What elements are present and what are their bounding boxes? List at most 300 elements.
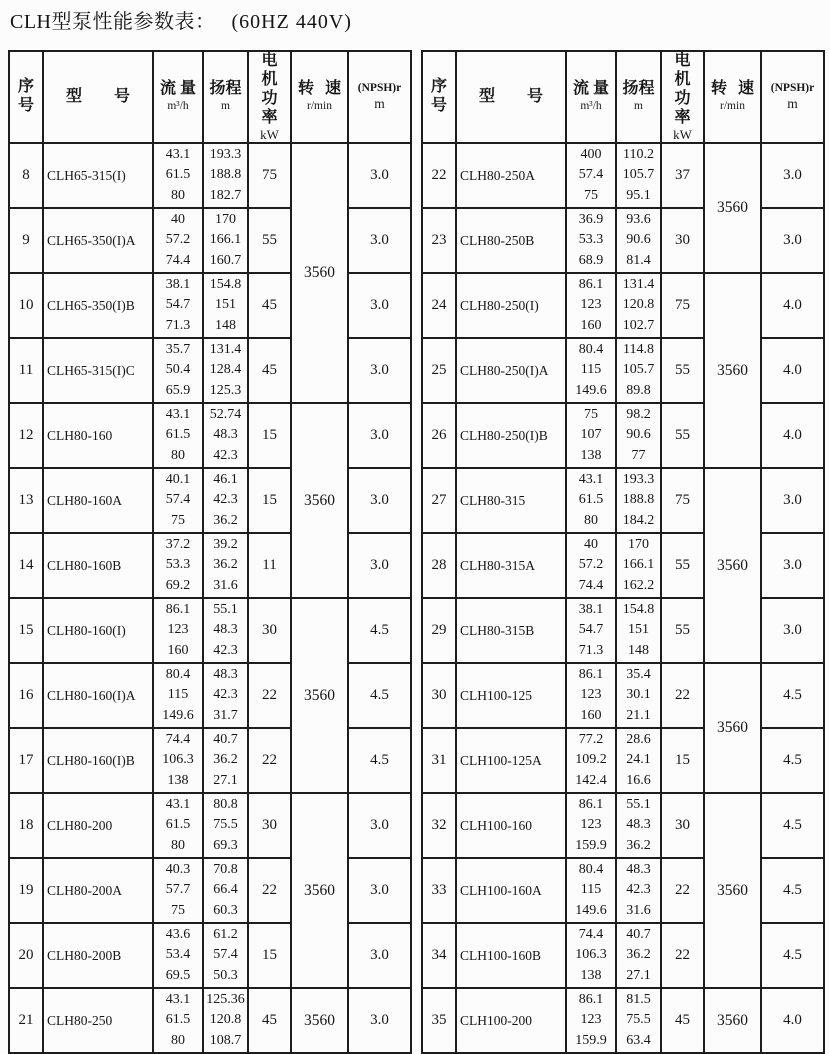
table-row	[422, 858, 824, 923]
cell-head	[616, 533, 661, 598]
cell-index: 21	[9, 988, 43, 1053]
head-value: 28.6	[626, 731, 651, 747]
cell-index: 13	[9, 468, 43, 533]
col-label-head: 扬程	[209, 80, 242, 98]
cell-index: 22	[422, 143, 456, 208]
cell-npsh: 3.0	[761, 598, 824, 663]
cell-model: CLH65-315(I)	[43, 143, 153, 208]
cell-power: 55	[661, 338, 704, 403]
head-value: 184.2	[622, 512, 655, 528]
head-value: 77	[631, 447, 646, 463]
col-header-speed	[704, 51, 761, 143]
cell-power: 45	[248, 338, 291, 403]
cell-head	[203, 728, 248, 793]
cell-flow	[153, 403, 203, 468]
cell-speed: 3560	[291, 988, 348, 1053]
cell-head	[616, 728, 661, 793]
cell-flow	[153, 533, 203, 598]
cell-index: 20	[9, 923, 43, 988]
cell-power: 15	[248, 923, 291, 988]
title-voltage-spec: (60HZ 440V)	[231, 11, 352, 33]
cell-npsh: 4.5	[761, 923, 824, 988]
col-label-head: 扬程	[622, 80, 655, 98]
table-row	[422, 663, 824, 728]
head-value: 182.7	[209, 187, 242, 203]
flow-value: 35.7	[165, 341, 191, 357]
head-value: 131.4	[209, 341, 242, 357]
col-label-power: 电机功率	[674, 52, 691, 126]
flow-value: 123	[580, 1012, 602, 1028]
flow-value: 77.2	[578, 731, 604, 747]
cell-flow	[566, 273, 616, 338]
head-value: 40.7	[626, 926, 651, 942]
flow-value: 57.7	[165, 882, 191, 898]
cell-power: 55	[661, 598, 704, 663]
flow-value: 80	[171, 187, 185, 203]
cell-npsh: 3.0	[348, 988, 411, 1053]
head-value: 108.7	[209, 1032, 242, 1048]
flow-value: 149.6	[575, 382, 607, 398]
cell-flow	[566, 923, 616, 988]
cell-npsh: 3.0	[761, 533, 824, 598]
cell-index: 10	[9, 273, 43, 338]
cell-power: 75	[661, 468, 704, 533]
flow-value: 40.3	[165, 861, 191, 877]
head-value: 60.3	[213, 902, 238, 918]
flow-value: 86.1	[578, 796, 604, 812]
cell-power: 55	[661, 533, 704, 598]
flow-value: 69.5	[165, 967, 191, 983]
head-value: 148	[628, 642, 649, 658]
col-label-npsh: (NPSH)r	[357, 81, 402, 94]
cell-model: CLH100-160	[456, 793, 566, 858]
head-value: 162.2	[622, 577, 655, 593]
flow-value: 57.2	[165, 232, 191, 248]
cell-index: 17	[9, 728, 43, 793]
cell-speed: 3560	[704, 143, 761, 273]
flow-value: 37.2	[165, 536, 191, 552]
head-value: 63.4	[626, 1032, 651, 1048]
cell-speed: 3560	[704, 988, 761, 1053]
head-value: 42.3	[213, 642, 238, 658]
col-header-model	[43, 51, 153, 143]
cell-npsh: 3.0	[348, 858, 411, 923]
cell-speed: 3560	[291, 403, 348, 598]
head-value: 69.3	[213, 837, 238, 853]
flow-value: 149.6	[162, 707, 194, 723]
head-value: 166.1	[209, 232, 242, 248]
head-value: 75.5	[213, 817, 238, 833]
head-value: 48.3	[626, 861, 651, 877]
col-header-flow	[153, 51, 203, 143]
cell-power: 11	[248, 533, 291, 598]
cell-flow	[566, 728, 616, 793]
flow-value: 43.1	[165, 991, 191, 1007]
cell-power: 22	[661, 858, 704, 923]
flow-value: 159.9	[575, 837, 607, 853]
col-header-speed	[291, 51, 348, 143]
flow-value: 53.3	[165, 557, 191, 573]
head-value: 105.7	[622, 167, 655, 183]
page-title	[10, 5, 352, 34]
cell-model: CLH100-160A	[456, 858, 566, 923]
col-header-power	[661, 51, 704, 143]
cell-model: CLH100-125	[456, 663, 566, 728]
cell-head	[203, 598, 248, 663]
flow-value: 57.2	[578, 557, 604, 573]
col-header-power	[248, 51, 291, 143]
table-row	[9, 988, 411, 1053]
header-row	[9, 51, 411, 143]
head-value: 80.8	[213, 796, 238, 812]
col-header-head	[203, 51, 248, 143]
cell-flow	[566, 338, 616, 403]
flow-value: 38.1	[165, 276, 191, 292]
cell-flow	[153, 468, 203, 533]
flow-value: 123	[580, 687, 602, 703]
cell-flow	[153, 273, 203, 338]
cell-model: CLH80-160	[43, 403, 153, 468]
pump-table-left	[8, 50, 412, 1054]
flow-value: 69.2	[165, 577, 191, 593]
cell-npsh: 4.0	[761, 988, 824, 1053]
cell-index: 25	[422, 338, 456, 403]
cell-flow	[566, 858, 616, 923]
cell-flow	[566, 468, 616, 533]
cell-index: 33	[422, 858, 456, 923]
head-value: 46.1	[213, 471, 238, 487]
cell-flow	[566, 988, 616, 1053]
head-value: 81.4	[626, 252, 651, 268]
table-row	[422, 468, 824, 533]
cell-npsh: 3.0	[348, 208, 411, 273]
head-value: 90.6	[626, 232, 651, 248]
flow-value: 57.4	[578, 167, 604, 183]
cell-npsh: 4.5	[761, 793, 824, 858]
table-row	[9, 468, 411, 533]
flow-value: 86.1	[578, 666, 604, 682]
flow-value: 109.2	[575, 752, 607, 768]
head-value: 55.1	[213, 601, 238, 617]
col-label-npsh: (NPSH)r	[770, 81, 815, 94]
head-value: 166.1	[622, 557, 655, 573]
cell-flow	[566, 793, 616, 858]
cell-speed: 3560	[704, 663, 761, 793]
cell-model: CLH80-250(I)B	[456, 403, 566, 468]
head-value: 42.3	[213, 447, 238, 463]
cell-index: 18	[9, 793, 43, 858]
head-value: 105.7	[622, 362, 655, 378]
head-value: 148	[215, 317, 236, 333]
flow-value: 43.1	[165, 796, 191, 812]
head-value: 89.8	[626, 382, 651, 398]
cell-index: 15	[9, 598, 43, 663]
head-value: 24.1	[626, 752, 651, 768]
col-header-npsh	[761, 51, 824, 143]
cell-model: CLH65-350(I)A	[43, 208, 153, 273]
tables-container	[8, 50, 825, 1054]
cell-model: CLH80-200	[43, 793, 153, 858]
cell-npsh: 3.0	[348, 273, 411, 338]
cell-head	[616, 923, 661, 988]
cell-power: 75	[661, 273, 704, 338]
cell-flow	[153, 728, 203, 793]
cell-index: 24	[422, 273, 456, 338]
table-row	[422, 923, 824, 988]
flow-value: 61.5	[165, 427, 191, 443]
flow-value: 80.4	[578, 861, 604, 877]
col-unit-speed: r/min	[307, 100, 332, 113]
col-header-npsh	[348, 51, 411, 143]
flow-value: 40.1	[165, 471, 191, 487]
cell-npsh: 4.5	[348, 663, 411, 728]
flow-value: 106.3	[162, 752, 194, 768]
head-value: 125.36	[206, 991, 245, 1007]
cell-power: 22	[248, 728, 291, 793]
title-text: CLH型泵性能参数表：	[10, 11, 216, 33]
cell-head	[203, 143, 248, 208]
cell-head	[616, 273, 661, 338]
cell-head	[203, 988, 248, 1053]
table-row	[9, 533, 411, 598]
head-value: 110.2	[623, 146, 654, 162]
flow-value: 115	[580, 882, 602, 898]
head-value: 90.6	[626, 427, 651, 443]
head-value: 48.3	[213, 427, 238, 443]
cell-model: CLH80-315	[456, 468, 566, 533]
head-value: 30.1	[626, 687, 651, 703]
head-value: 36.2	[626, 837, 651, 853]
head-value: 160.7	[209, 252, 242, 268]
flow-value: 149.6	[575, 902, 607, 918]
flow-value: 74.4	[578, 926, 604, 942]
cell-index: 29	[422, 598, 456, 663]
cell-flow	[153, 923, 203, 988]
head-value: 95.1	[626, 187, 651, 203]
cell-index: 26	[422, 403, 456, 468]
col-header-model	[456, 51, 566, 143]
cell-power: 45	[661, 988, 704, 1053]
head-value: 188.8	[622, 492, 655, 508]
head-value: 42.3	[626, 882, 651, 898]
head-value: 31.6	[626, 902, 651, 918]
cell-npsh: 3.0	[348, 468, 411, 533]
head-value: 98.2	[626, 406, 651, 422]
pump-table-right	[421, 50, 825, 1054]
cell-model: CLH80-160(I)A	[43, 663, 153, 728]
flow-value: 142.4	[575, 772, 607, 788]
head-value: 120.8	[209, 1012, 242, 1028]
flow-value: 123	[167, 622, 189, 638]
flow-value: 115	[167, 687, 189, 703]
cell-npsh: 3.0	[348, 403, 411, 468]
cell-flow	[153, 858, 203, 923]
cell-model: CLH80-160(I)	[43, 598, 153, 663]
head-value: 170	[215, 211, 236, 227]
head-value: 36.2	[213, 512, 238, 528]
head-value: 61.2	[213, 926, 238, 942]
cell-flow	[566, 533, 616, 598]
cell-head	[616, 143, 661, 208]
flow-value: 160	[580, 707, 602, 723]
head-value: 193.3	[622, 471, 655, 487]
head-value: 75.5	[626, 1012, 651, 1028]
cell-power: 22	[248, 858, 291, 923]
head-value: 154.8	[622, 601, 655, 617]
head-value: 16.6	[626, 772, 651, 788]
flow-value: 123	[580, 297, 602, 313]
head-value: 151	[215, 297, 236, 313]
cell-npsh: 3.0	[348, 143, 411, 208]
cell-power: 22	[661, 663, 704, 728]
cell-index: 31	[422, 728, 456, 793]
flow-value: 53.3	[578, 232, 604, 248]
col-unit-npsh: m	[374, 96, 385, 112]
cell-model: CLH65-350(I)B	[43, 273, 153, 338]
cell-model: CLH100-200	[456, 988, 566, 1053]
cell-power: 45	[248, 988, 291, 1053]
flow-value: 86.1	[578, 276, 604, 292]
cell-index: 27	[422, 468, 456, 533]
flow-value: 40	[171, 211, 185, 227]
flow-value: 138	[167, 772, 189, 788]
head-value: 48.3	[213, 666, 238, 682]
col-label-power: 电机功率	[261, 52, 278, 126]
cell-flow	[566, 143, 616, 208]
flow-value: 80	[171, 447, 185, 463]
head-value: 81.5	[626, 991, 651, 1007]
cell-power: 55	[248, 208, 291, 273]
flow-value: 54.7	[578, 622, 604, 638]
head-value: 66.4	[213, 882, 238, 898]
flow-value: 68.9	[578, 252, 604, 268]
flow-value: 65.9	[165, 382, 191, 398]
flow-value: 160	[580, 317, 602, 333]
col-header-flow	[566, 51, 616, 143]
cell-npsh: 4.5	[761, 858, 824, 923]
col-unit-head: m	[634, 100, 643, 113]
col-header-head	[616, 51, 661, 143]
cell-head	[203, 793, 248, 858]
flow-value: 61.5	[578, 492, 604, 508]
cell-power: 15	[661, 728, 704, 793]
cell-flow	[153, 208, 203, 273]
cell-index: 14	[9, 533, 43, 598]
table-row	[9, 273, 411, 338]
cell-head	[203, 533, 248, 598]
cell-power: 30	[248, 793, 291, 858]
cell-index: 30	[422, 663, 456, 728]
cell-speed: 3560	[291, 598, 348, 793]
flow-value: 54.7	[165, 297, 191, 313]
head-value: 102.7	[622, 317, 655, 333]
cell-model: CLH65-315(I)C	[43, 338, 153, 403]
head-value: 52.74	[209, 406, 242, 422]
head-value: 188.8	[209, 167, 242, 183]
cell-flow	[566, 598, 616, 663]
cell-npsh: 3.0	[761, 143, 824, 208]
head-value: 36.2	[626, 947, 651, 963]
cell-power: 37	[661, 143, 704, 208]
head-value: 125.3	[209, 382, 242, 398]
head-value: 35.4	[626, 666, 651, 682]
cell-head	[203, 663, 248, 728]
cell-flow	[153, 663, 203, 728]
flow-value: 40	[584, 536, 598, 552]
head-value: 57.4	[213, 947, 238, 963]
head-value: 31.7	[213, 707, 238, 723]
flow-value: 400	[580, 146, 602, 162]
flow-value: 75	[171, 512, 185, 528]
col-header-index	[9, 51, 43, 143]
cell-index: 28	[422, 533, 456, 598]
head-value: 151	[628, 622, 649, 638]
cell-model: CLH80-160A	[43, 468, 153, 533]
head-value: 21.1	[626, 707, 651, 723]
flow-value: 80.4	[578, 341, 604, 357]
cell-power: 30	[661, 793, 704, 858]
cell-flow	[153, 988, 203, 1053]
col-label-model: 型号	[66, 87, 130, 105]
table-row	[422, 273, 824, 338]
cell-speed: 3560	[291, 143, 348, 403]
flow-value: 75	[584, 406, 598, 422]
head-value: 154.8	[209, 276, 242, 292]
cell-power: 30	[661, 208, 704, 273]
col-label-index: 序号	[430, 78, 447, 115]
cell-model: CLH80-250A	[456, 143, 566, 208]
flow-value: 61.5	[165, 1012, 191, 1028]
flow-value: 80	[584, 512, 598, 528]
head-value: 131.4	[622, 276, 655, 292]
flow-value: 123	[580, 817, 602, 833]
table-row	[9, 338, 411, 403]
cell-npsh: 4.5	[761, 663, 824, 728]
col-unit-power: kW	[673, 126, 692, 142]
col-unit-flow: m³/h	[167, 100, 189, 113]
cell-head	[616, 208, 661, 273]
cell-head	[203, 403, 248, 468]
cell-index: 32	[422, 793, 456, 858]
col-label-flow: 流量	[573, 80, 609, 98]
cell-model: CLH80-315B	[456, 598, 566, 663]
cell-npsh: 4.0	[761, 273, 824, 338]
cell-power: 30	[248, 598, 291, 663]
col-unit-head: m	[221, 100, 230, 113]
cell-npsh: 4.0	[761, 338, 824, 403]
flow-value: 74.4	[165, 252, 191, 268]
cell-head	[616, 858, 661, 923]
head-value: 128.4	[209, 362, 242, 378]
table-row	[422, 728, 824, 793]
head-value: 27.1	[213, 772, 238, 788]
cell-npsh: 3.0	[348, 338, 411, 403]
cell-index: 9	[9, 208, 43, 273]
table-row	[422, 598, 824, 663]
cell-power: 15	[248, 468, 291, 533]
col-label-speed: 转速	[711, 80, 754, 98]
flow-value: 71.3	[165, 317, 191, 333]
head-value: 40.7	[213, 731, 238, 747]
flow-value: 75	[584, 187, 598, 203]
flow-value: 86.1	[578, 991, 604, 1007]
cell-speed: 3560	[291, 793, 348, 988]
head-value: 170	[628, 536, 649, 552]
table-row	[9, 598, 411, 663]
flow-value: 43.1	[165, 406, 191, 422]
head-value: 93.6	[626, 211, 651, 227]
cell-power: 55	[661, 403, 704, 468]
